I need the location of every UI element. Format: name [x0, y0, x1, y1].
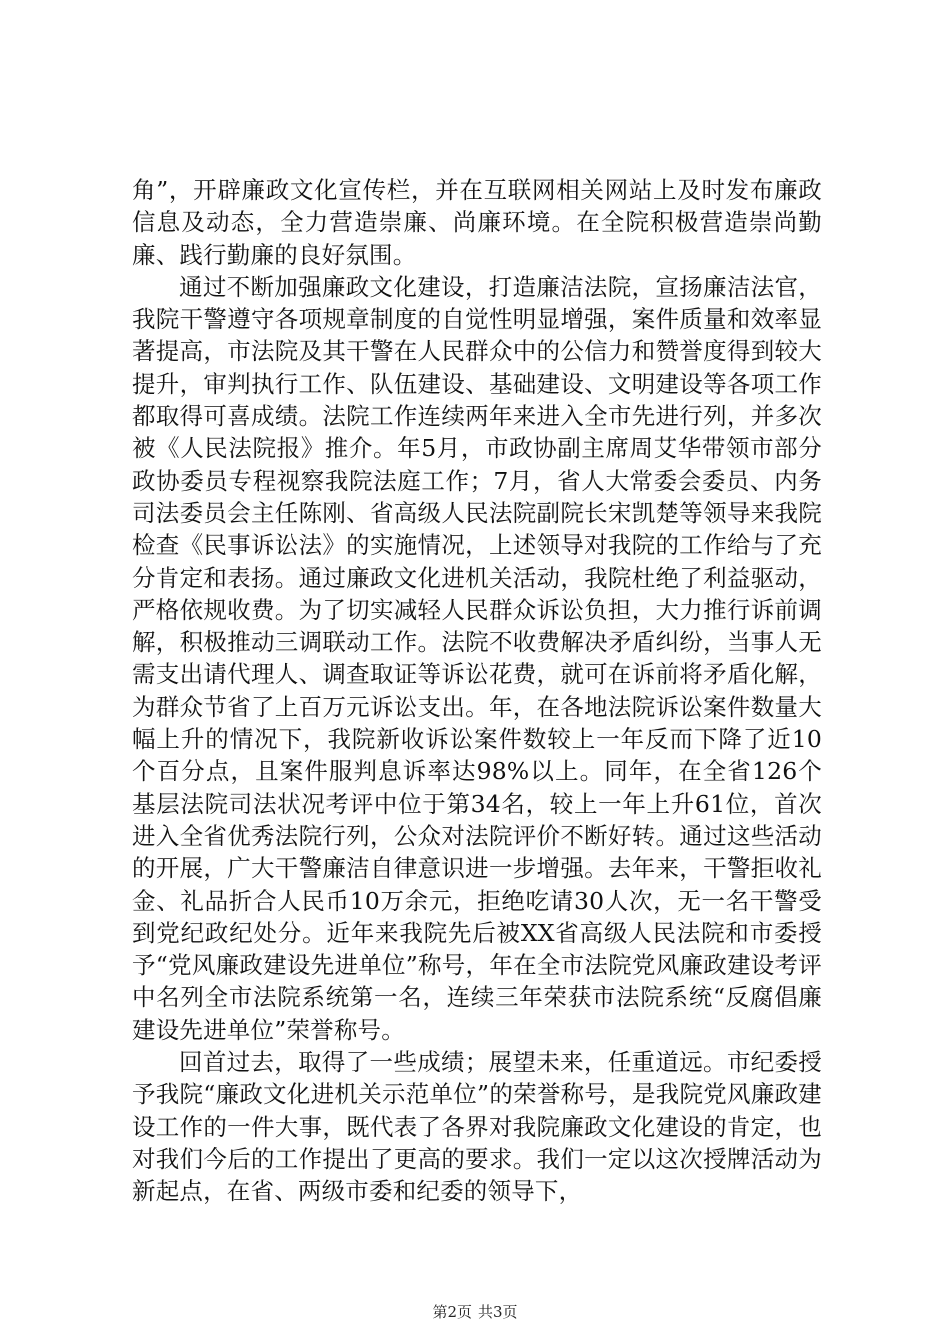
page-total: 共3页: [478, 1303, 518, 1321]
paragraph-1: 角”，开辟廉政文化宣传栏，并在互联网相关网站上及时发布廉政信息及动态，全力营造崇廉、尚廉环境。在全院积极营造崇尚勤廉、践行勤廉的良好氛围。: [132, 176, 822, 269]
paragraph-2: 通过不断加强廉政文化建设，打造廉洁法院，宣扬廉洁法官，我院干警遵守各项规章制度的自觉性明显增强，案件质量和效率显著提高，市法院及其干警在人民群众中的公信力和赞誉度得到较大提升，审判执行工作、队伍建设、基础建设、文明建设等各项工作都取得可喜成绩。法院工作连续两年来进入全市先进行列，并多次被《人民法院报》推介。年5月，市政协副主席周艾华带领市部分政协委员专程视察我院法庭工作；7月，省人大常委会委员、内务司法委员会主任陈刚、省高级人民法院副院长宋凯楚等领导来我院检查《民事诉讼法》的实施情况，上述领导对我院的工作给与了充分肯定和表扬。通过廉政文化进机关活动，我院杜绝了利益驱动，严格依规收费。为了切实减轻人民群众诉讼负担，大力推行诉前调解，积极推动三调联动工作。法院不收费解决矛盾纠纷，当事人无需支出请代理人、调查取证等诉讼花费，就可在诉前将矛盾化解，为群众节省了上百万元诉讼支出。年，在各地法院诉讼案件数量大幅上升的情况下，我院新收诉讼案件数较上一年反而下降了近10个百分点，且案件服判息诉率达98%以上。同年，在全省126个基层法院司法状况考评中位于第34名，较上一年上升61位，首次进入全省优秀法院行列，公众对法院评价不断好转。通过这些活动的开展，广大干警廉洁自律意识进一步增强。去年来，干警拒收礼金、礼品折合人民币10万余元，拒绝吃请30人次，无一名干警受到党纪政纪处分。近年来我院先后被XX省高级人民法院和市委授予“党风廉政建设先进单位”称号，年在全市法院党风廉政建设考评中名列全市法院系统第一名，连续三年荣获市法院系统“反腐倡廉建设先进单位”荣誉称号。: [132, 272, 822, 1044]
document-body: [132, 174, 822, 1208]
page-number: 第2页: [432, 1303, 472, 1321]
paragraph-3: 回首过去，取得了一些成绩；展望未来，任重道远。市纪委授予我院“廉政文化进机关示范单位”的荣誉称号，是我院党风廉政建设工作的一件大事，既代表了各界对我院廉政文化建设的肯定，也对我们今后的工作提出了更高的要求。我们一定以这次授牌活动为新起点，在省、两级市委和纪委的领导下，: [132, 1048, 822, 1206]
page-footer: [0, 1301, 950, 1322]
